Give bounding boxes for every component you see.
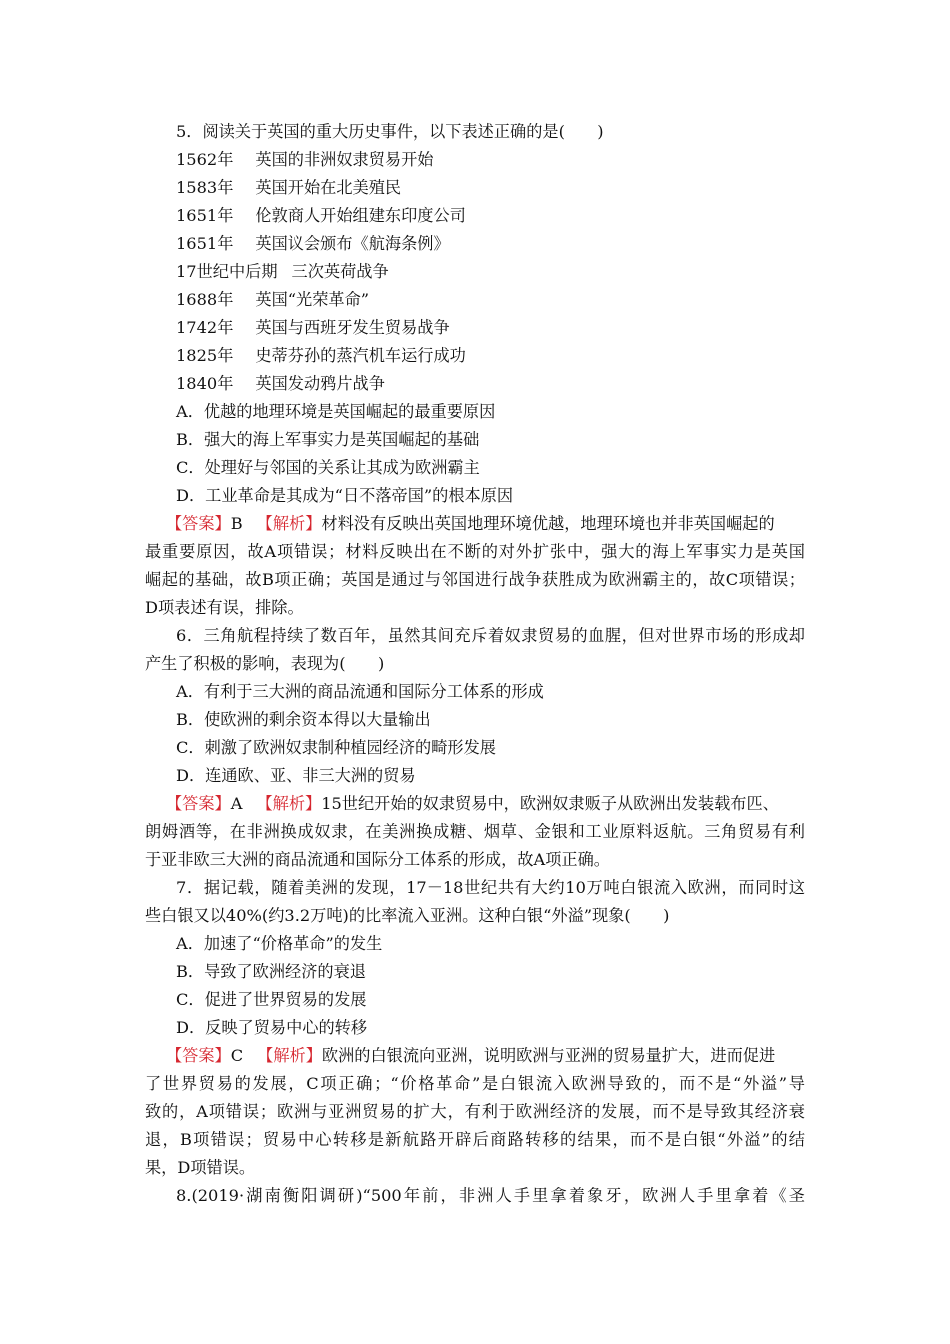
q6-stem: 产生了积极的影响，表现为( ) [145, 654, 385, 673]
event-year: 1840年 [176, 374, 234, 393]
answer-label: 【答案】 [166, 514, 231, 533]
analysis-text: 欧洲的白银流向亚洲，说明欧洲与亚洲的贸易量扩大，进而促进 [321, 1046, 776, 1065]
q6-answer-line [166, 794, 779, 814]
event-text: 英国议会颁布《航海条例》 [255, 234, 450, 253]
analysis-label: 【解析】 [256, 794, 322, 813]
q5-event-row [176, 178, 401, 198]
event-year: 1742年 [176, 318, 234, 337]
q8-stem: 8.(2019·湖南衡阳调研)“500年前，非洲人手里拿着象牙，欧洲人手里拿着《圣 [176, 1186, 805, 1205]
answer-value: A [230, 794, 243, 813]
event-text: 英国开始在北美殖民 [255, 178, 402, 197]
q5-answer-line [166, 514, 775, 534]
q7-stem: 7．据记载，随着美洲的发现，17－18世纪共有大约10万吨白银流入欧洲，而同时这 [176, 878, 805, 897]
q5-stem: 5．阅读关于英国的重大历史事件，以下表述正确的是( ) [176, 122, 604, 141]
event-year: 1651年 [176, 234, 234, 253]
q7-stem: 些白银又以40%(约3.2万吨)的比率流入亚洲。这种白银“外溢”现象( ) [145, 906, 670, 925]
q7-option: A．加速了“价格革命”的发生 [176, 934, 383, 953]
q5-event-row [176, 346, 466, 366]
q5-event-row [176, 318, 450, 338]
q7-analysis-line: 果，D项错误。 [145, 1158, 256, 1177]
q7-analysis-line: 退，B项错误；贸易中心转移是新航路开辟后商路转移的结果，而不是白银“外溢”的结 [145, 1130, 805, 1149]
q5-option: C．处理好与邻国的关系让其成为欧洲霸主 [176, 458, 480, 477]
analysis-text: 15世纪开始的奴隶贸易中，欧洲奴隶贩子从欧洲出发装载布匹、 [321, 794, 779, 813]
q5-analysis-line: 崛起的基础，故B项正确；英国是通过与邻国进行战争获胜成为欧洲霸主的，故C项错误； [145, 570, 805, 589]
q5-event-row [176, 374, 385, 394]
event-year: 1562年 [176, 150, 234, 169]
q7-answer-line [166, 1046, 775, 1066]
analysis-label: 【解析】 [256, 514, 322, 533]
event-text: 三次英荷战争 [291, 262, 389, 281]
q7-analysis-line: 了世界贸易的发展，C项正确；“价格革命”是白银流入欧洲导致的，而不是“外溢”导 [145, 1074, 805, 1093]
q5-option: A．优越的地理环境是英国崛起的最重要原因 [176, 402, 496, 421]
q5-option: B．强大的海上军事实力是英国崛起的基础 [176, 430, 480, 449]
event-text: 英国的非洲奴隶贸易开始 [255, 150, 434, 169]
event-text: 史蒂芬孙的蒸汽机车运行成功 [255, 346, 466, 365]
q6-analysis-line: 朗姆酒等，在非洲换成奴隶，在美洲换成糖、烟草、金银和工业原料返航。三角贸易有利 [145, 822, 805, 841]
q6-stem: 6．三角航程持续了数百年，虽然其间充斥着奴隶贸易的血腥，但对世界市场的形成却 [176, 626, 805, 645]
analysis-label: 【解析】 [257, 1046, 322, 1065]
event-text: 英国与西班牙发生贸易战争 [255, 318, 450, 337]
q7-analysis-line: 致的，A项错误；欧洲与亚洲贸易的扩大，有利于欧洲经济的发展，而不是导致其经济衰 [145, 1102, 805, 1121]
event-year: 1583年 [176, 178, 234, 197]
q5-analysis-line: 最重要原因，故A项错误；材料反映出在不断的对外扩张中，强大的海上军事实力是英国 [145, 542, 805, 561]
answer-value: C [230, 1046, 244, 1065]
event-year: 17世纪中后期 [176, 262, 278, 281]
q6-option: D．连通欧、亚、非三大洲的贸易 [176, 766, 416, 785]
q6-option: A．有利于三大洲的商品流通和国际分工体系的形成 [176, 682, 544, 701]
event-text: 英国发动鸦片战争 [255, 374, 385, 393]
q6-option: C．刺激了欧洲奴隶制种植园经济的畸形发展 [176, 738, 496, 757]
event-year: 1651年 [176, 206, 234, 225]
q5-analysis-line: D项表述有误，排除。 [145, 598, 304, 617]
q5-option: D．工业革命是其成为“日不落帝国”的根本原因 [176, 486, 514, 505]
event-text: 英国“光荣革命” [255, 290, 370, 309]
event-year: 1688年 [176, 290, 234, 309]
q5-event-row [176, 150, 433, 170]
q5-event-row [176, 234, 450, 254]
analysis-text: 材料没有反映出英国地理环境优越，地理环境也并非英国崛起的 [321, 514, 775, 533]
q6-option: B．使欧洲的剩余资本得以大量输出 [176, 710, 431, 729]
q5-event-row [176, 290, 369, 310]
q6-analysis-line: 于亚非欧三大洲的商品流通和国际分工体系的形成，故A项正确。 [145, 850, 610, 869]
q5-event-row [176, 262, 389, 282]
answer-value: B [230, 514, 243, 533]
answer-label: 【答案】 [166, 794, 231, 813]
q7-option: C．促进了世界贸易的发展 [176, 990, 367, 1009]
event-year: 1825年 [176, 346, 234, 365]
q5-event-row [176, 206, 466, 226]
q7-option: B．导致了欧洲经济的衰退 [176, 962, 366, 981]
q7-option: D．反映了贸易中心的转移 [176, 1018, 368, 1037]
answer-label: 【答案】 [166, 1046, 231, 1065]
event-text: 伦敦商人开始组建东印度公司 [255, 206, 466, 225]
